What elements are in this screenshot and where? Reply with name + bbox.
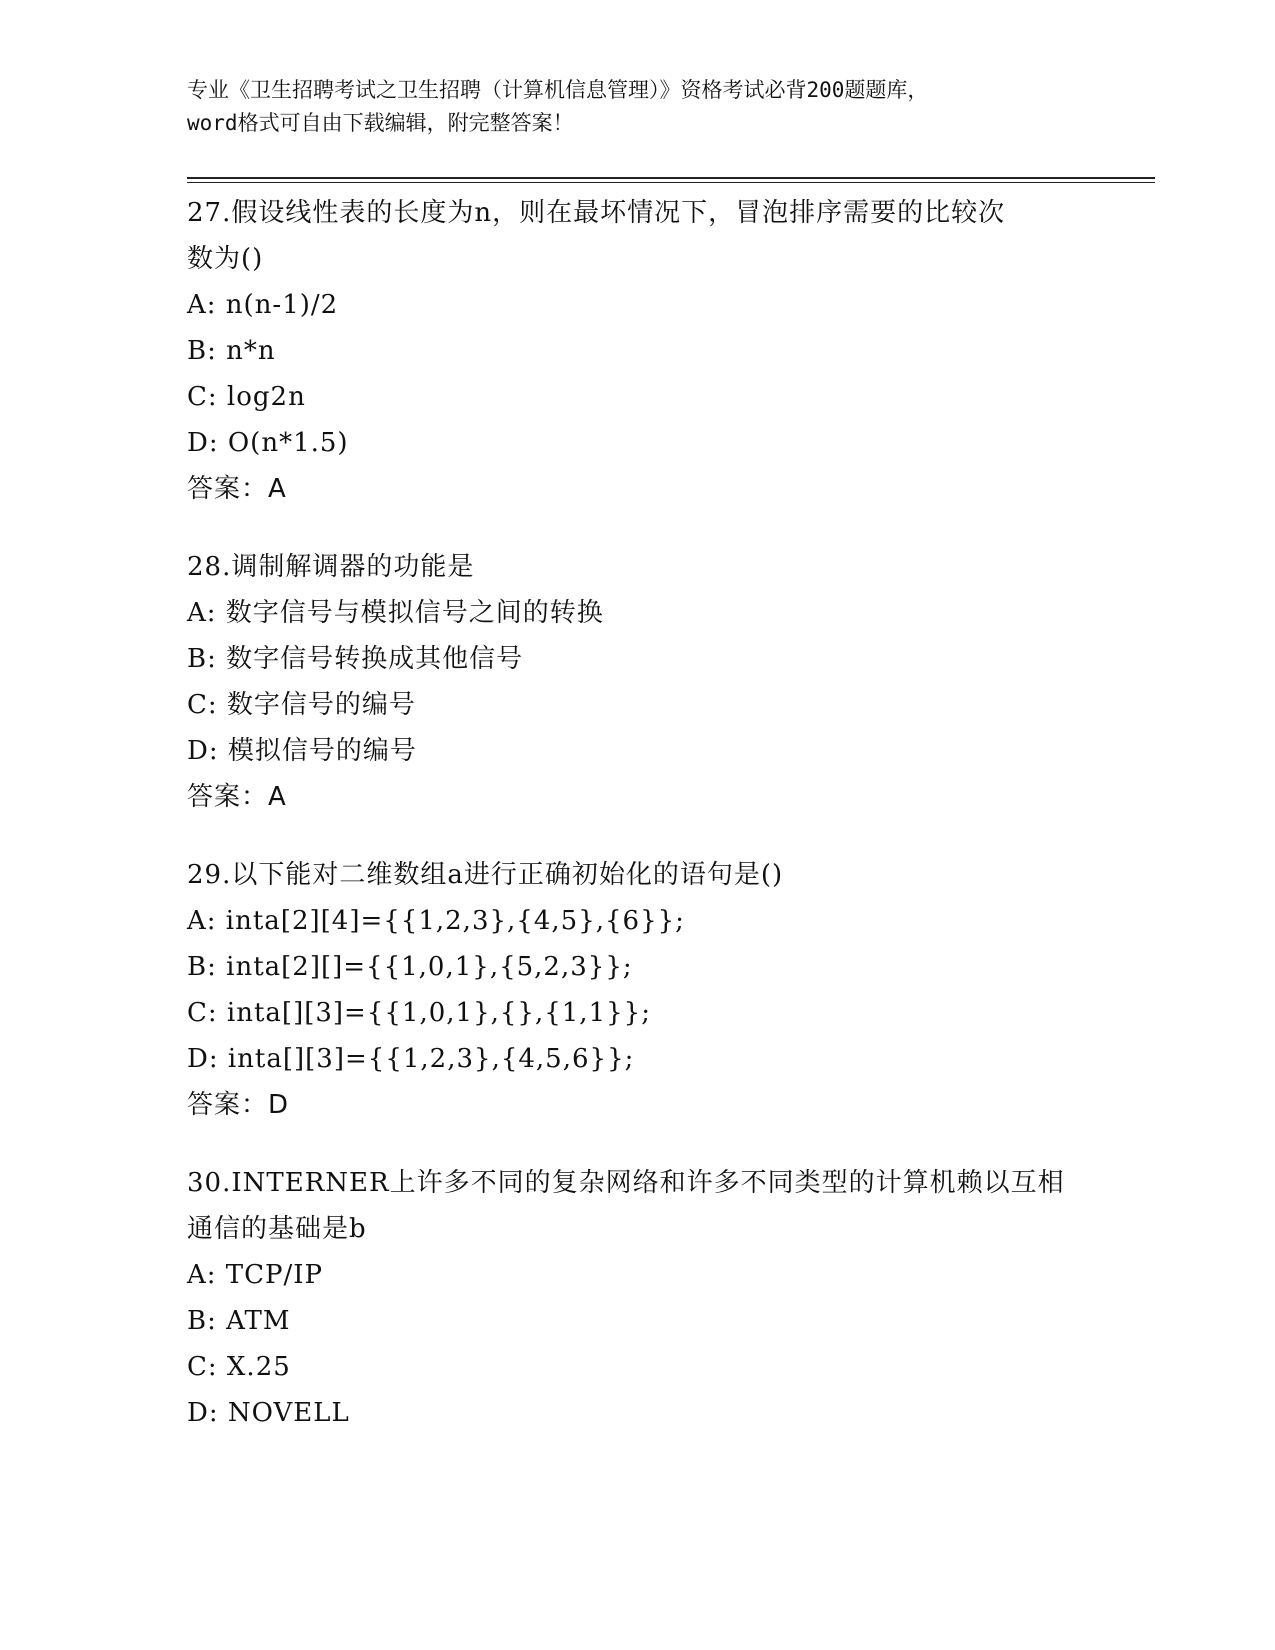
option-c: C: X.25 xyxy=(187,1352,291,1382)
option-b: B: inta[2][]={{1,0,1},{5,2,3}}; xyxy=(187,952,633,982)
header-line-2: word格式可自由下载编辑，附完整答案！ xyxy=(187,111,574,135)
option-a: A: inta[2][4]={{1,2,3},{4,5},{6}}; xyxy=(187,906,685,936)
option-b: B: n*n xyxy=(187,336,276,366)
option-c: C: 数字信号的编号 xyxy=(187,690,416,720)
option-a: A: 数字信号与模拟信号之间的转换 xyxy=(187,598,604,628)
question-stem-continued: 数为() xyxy=(187,244,264,274)
question-stem: 27.假设线性表的长度为n，则在最坏情况下，冒泡排序需要的比较次 xyxy=(187,198,1006,228)
option-b: B: 数字信号转换成其他信号 xyxy=(187,644,524,674)
question-28 xyxy=(187,544,1107,820)
option-d: D: O(n*1.5) xyxy=(187,428,349,458)
option-c: C: log2n xyxy=(187,382,306,412)
question-stem: 29.以下能对二维数组a进行正确初始化的语句是() xyxy=(187,860,784,890)
option-b: B: ATM xyxy=(187,1306,291,1336)
document-header xyxy=(187,74,1107,140)
option-d: D: NOVELL xyxy=(187,1398,350,1428)
answer: 答案：A xyxy=(187,474,287,504)
question-list xyxy=(187,190,1107,1468)
option-c: C: inta[][3]={{1,0,1},{},{1,1}}; xyxy=(187,998,651,1028)
question-stem-continued: 通信的基础是b xyxy=(187,1214,367,1244)
question-27 xyxy=(187,190,1107,512)
question-29 xyxy=(187,852,1107,1128)
answer: 答案：D xyxy=(187,1090,290,1120)
question-stem: 28.调制解调器的功能是 xyxy=(187,552,475,582)
option-a: A: n(n-1)/2 xyxy=(187,290,339,320)
option-a: A: TCP/IP xyxy=(187,1260,324,1290)
question-stem: 30.INTERNER上许多不同的复杂网络和许多不同类型的计算机赖以互相 xyxy=(187,1168,1065,1198)
question-30 xyxy=(187,1160,1107,1436)
option-d: D: 模拟信号的编号 xyxy=(187,736,417,766)
header-divider-thin xyxy=(187,182,1155,183)
header-line-1: 专业《卫生招聘考试之卫生招聘（计算机信息管理）》资格考试必背200题题库， xyxy=(187,78,929,102)
option-d: D: inta[][3]={{1,2,3},{4,5,6}}; xyxy=(187,1044,635,1074)
header-divider-thick xyxy=(187,177,1155,179)
answer: 答案：A xyxy=(187,782,287,812)
